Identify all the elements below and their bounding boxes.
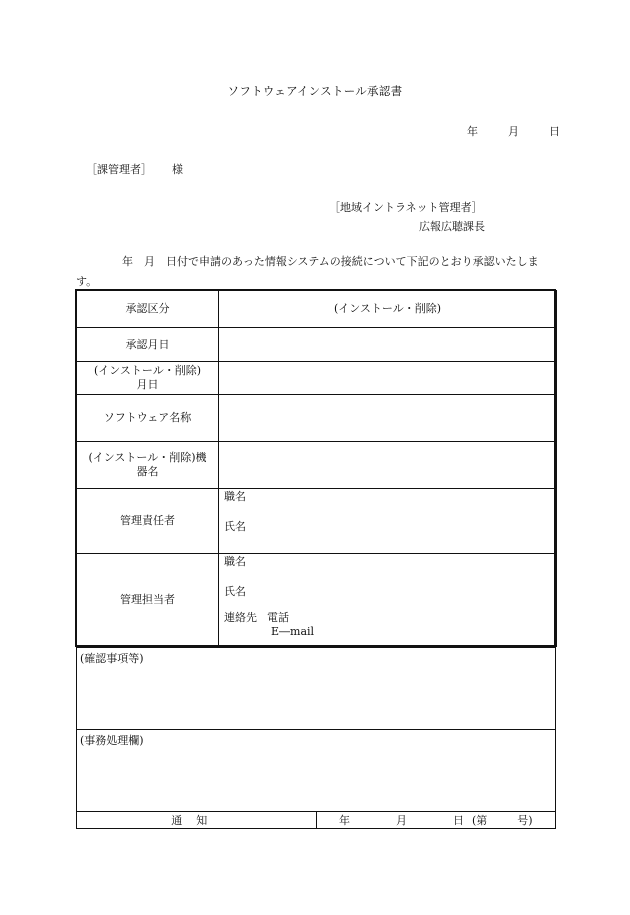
email-label: E―mail xyxy=(271,625,315,638)
date-year: 年 xyxy=(467,125,478,138)
table-row xyxy=(77,442,557,489)
manager-name-label: 氏名 xyxy=(224,520,246,533)
approval-type-value[interactable]: (インストール・削除) xyxy=(219,291,557,328)
addressee-honorific: 様 xyxy=(172,163,183,176)
notice-year: 年 xyxy=(338,814,350,827)
approval-date-label: 承認月日 xyxy=(77,328,219,362)
notice-number-close: 号) xyxy=(517,814,533,827)
table-row xyxy=(77,291,557,328)
table-row xyxy=(77,554,557,647)
contact-person-title-label: 職名 xyxy=(224,555,246,568)
notice-number-open: (第 xyxy=(471,814,488,827)
software-name-value[interactable] xyxy=(219,395,557,442)
table-row xyxy=(77,730,556,812)
table-row xyxy=(77,328,557,362)
manager-label: 管理責任者 xyxy=(77,489,219,554)
approval-type-label: 承認区分 xyxy=(77,291,219,328)
notice-date[interactable] xyxy=(316,812,556,829)
device-name-label-line1: (インストール・削除)機 xyxy=(88,451,207,464)
software-name-label: ソフトウェア名称 xyxy=(77,395,219,442)
sender-org: ［地域イントラネット管理者］ xyxy=(329,201,483,214)
notice-month: 月 xyxy=(395,814,407,827)
document-title: ソフトウェアインストール承認書 xyxy=(227,84,403,98)
table-row xyxy=(77,812,556,829)
install-date-value[interactable] xyxy=(219,362,557,395)
device-name-label-line2: 器名 xyxy=(136,465,159,478)
notice-label: 通知 xyxy=(77,812,317,829)
contact-person-fields[interactable] xyxy=(219,554,557,647)
contact-line xyxy=(219,611,556,625)
issue-date xyxy=(467,123,560,139)
approval-table xyxy=(76,290,557,647)
date-month: 月 xyxy=(508,125,519,138)
notice-day: 日 xyxy=(452,814,464,827)
processing-notes-label: (事務処理欄) xyxy=(80,734,144,747)
table-row xyxy=(77,395,557,442)
sender-name: 広報広聴課長 xyxy=(419,220,485,233)
contact-person-label: 管理担当者 xyxy=(77,554,219,647)
approval-date-value[interactable] xyxy=(219,328,557,362)
date-day: 日 xyxy=(549,125,560,138)
table-row xyxy=(77,362,557,395)
body-text: 年 月 日付で申請のあった情報システムの接続について下記のとおり承認いたします。 xyxy=(76,255,539,288)
confirm-notes-label: (確認事項等) xyxy=(80,652,144,665)
confirm-notes-cell[interactable] xyxy=(77,648,556,730)
notes-table xyxy=(76,647,556,829)
install-date-label xyxy=(77,362,219,395)
contact-label: 連絡先 xyxy=(224,611,257,624)
manager-title-label: 職名 xyxy=(224,490,246,503)
table-row xyxy=(77,489,557,554)
install-date-label-line1: (インストール・削除) xyxy=(93,364,202,377)
contact-person-name-label: 氏名 xyxy=(224,585,246,598)
addressee-role: ［課管理者］ xyxy=(86,163,152,176)
device-name-value[interactable] xyxy=(219,442,557,489)
device-name-label xyxy=(77,442,219,489)
manager-fields[interactable] xyxy=(219,489,557,554)
install-date-label-line2: 月日 xyxy=(136,378,159,391)
phone-label: 電話 xyxy=(267,611,289,624)
table-row xyxy=(77,648,556,730)
addressee xyxy=(86,161,183,177)
processing-notes-cell[interactable] xyxy=(77,730,556,812)
